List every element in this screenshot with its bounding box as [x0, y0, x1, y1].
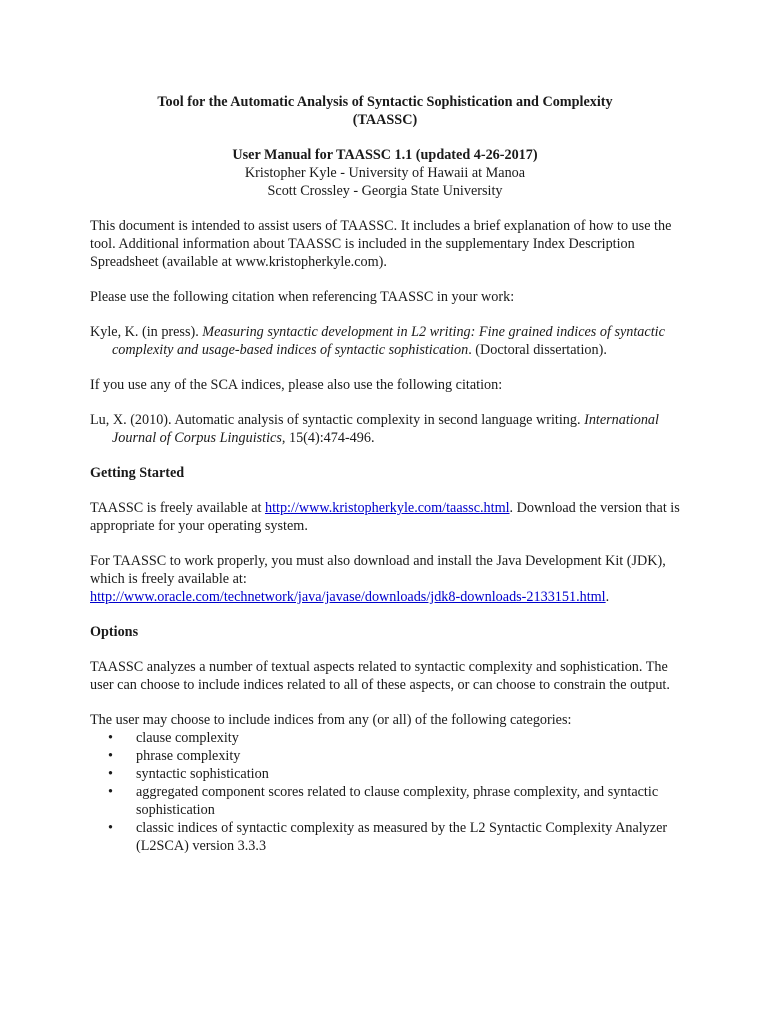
gs-p2-suffix: .	[605, 589, 610, 605]
document-title-line1: Tool for the Automatic Analysis of Syntactic Sophistication and Complexity	[157, 94, 613, 110]
author-2: Scott Crossley - Georgia State University	[267, 183, 503, 199]
list-item: • syntactic sophistication	[136, 765, 680, 783]
options-paragraph-2: The user may choose to include indices from any (or all) of the following categories:	[90, 712, 572, 728]
citation-lu	[90, 411, 680, 447]
author-1: Kristopher Kyle - University of Hawaii at Manoa	[244, 165, 526, 181]
citation-lu-prefix: Lu, X. (2010). Automatic analysis of syntactic complexity in second language writing.	[90, 412, 585, 428]
jdk-download-link[interactable]: http://www.oracle.com/technetwork/java/javase/downloads/jdk8-downloads-2133151.html	[90, 589, 606, 605]
citation-lu-suffix: , 15(4):474-496.	[281, 430, 375, 446]
gs-p1-suffix: . Download the version that is appropriate for your operating system.	[90, 500, 680, 534]
taassc-download-link[interactable]: http://www.kristopherkyle.com/taassc.html	[264, 500, 510, 516]
list-item: • phrase complexity	[136, 747, 680, 765]
document-title-line2: (TAASSC)	[352, 112, 418, 128]
citation-kyle-suffix: . (Doctoral dissertation).	[468, 342, 607, 358]
list-item: • aggregated component scores related to clause complexity, phrase complexity, and syntactic sophistication	[136, 783, 680, 819]
options-paragraph-1: TAASSC analyzes a number of textual aspects related to syntactic complexity and sophistication. The user can choose to include indices related to all of these aspects, or can choose to constrain the output.	[90, 659, 670, 693]
intro-paragraph: This document is intended to assist users of TAASSC. It includes a brief explanation of how to use the tool. Additional information about TAASSC is included in the supplementary Index Description Spreadsheet (available at www.kristopherkyle.com).	[90, 218, 672, 270]
gs-p1-prefix: TAASSC is freely available at	[90, 500, 265, 516]
citation-request: Please use the following citation when referencing TAASSC in your work:	[90, 289, 515, 305]
citation-kyle-title: Measuring syntactic development in L2 writing: Fine grained indices of syntactic complexity and usage-based indices of syntactic sophistication	[112, 324, 665, 358]
citation-kyle-prefix: Kyle, K. (in press).	[90, 324, 203, 340]
list-item: • clause complexity	[136, 729, 680, 747]
citation-lu-journal: International Journal of Corpus Linguistics	[112, 412, 659, 446]
getting-started-paragraph-1	[90, 499, 680, 535]
sca-citation-request: If you use any of the SCA indices, please also use the following citation:	[90, 377, 503, 393]
category-list	[90, 729, 680, 855]
list-item: • classic indices of syntactic complexity as measured by the L2 Syntactic Complexity Analyzer (L2SCA) version 3.3.3	[136, 819, 680, 855]
options-heading: Options	[90, 624, 139, 640]
getting-started-paragraph-2	[90, 552, 680, 606]
document-page	[90, 93, 680, 855]
citation-kyle	[90, 323, 680, 359]
getting-started-heading: Getting Started	[90, 465, 185, 481]
manual-title: User Manual for TAASSC 1.1 (updated 4-26-2017)	[232, 147, 538, 163]
gs-p2-text: For TAASSC to work properly, you must also download and install the Java Development Kit (JDK), which is freely available at:	[90, 553, 666, 587]
